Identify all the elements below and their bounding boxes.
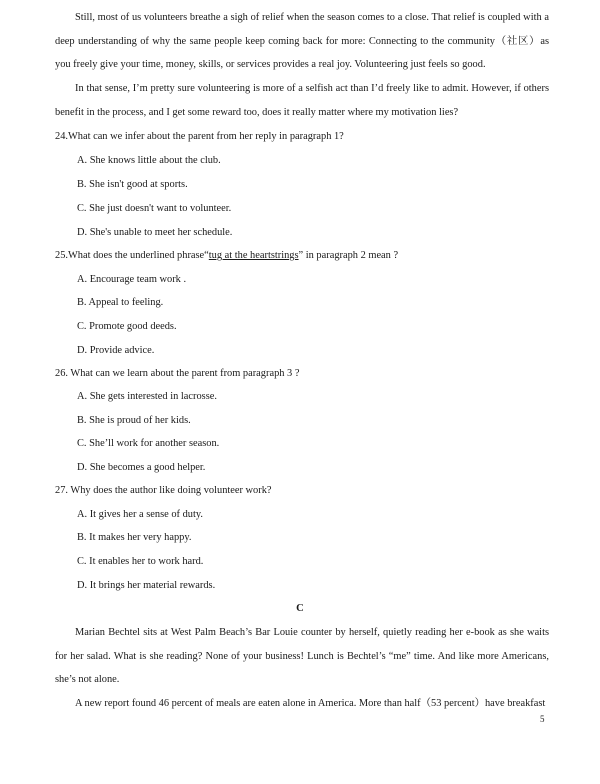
page-number: 5: [540, 714, 545, 724]
question-25-option-b: B. Appeal to feeling.: [77, 297, 164, 308]
section-c-paragraph-2: A new report found 46 percent of meals are eaten alone in America. More than half（53 percent）have breakfast: [75, 698, 546, 709]
question-26-option-c: C. She’ll work for another season.: [77, 438, 220, 449]
question-25-option-a: A. Encourage team work .: [77, 274, 187, 285]
underlined-phrase: tug at the heartstrings: [208, 250, 299, 261]
question-26-stem: 26. What can we learn about the parent from paragraph 3 ?: [55, 368, 300, 379]
question-24-option-a: A. She knows little about the club.: [77, 155, 221, 166]
question-26-option-a: A. She gets interested in lacrosse.: [77, 391, 217, 402]
question-26-option-d: D. She becomes a good helper.: [77, 462, 206, 473]
question-27-stem: 27. Why does the author like doing volunteer work?: [55, 485, 272, 496]
section-c-heading: C: [296, 603, 304, 614]
question-27-option-c: C. It enables her to work hard.: [77, 556, 204, 567]
question-27-option-a: A. It gives her a sense of duty.: [77, 509, 204, 520]
question-25-option-c: C. Promote good deeds.: [77, 321, 177, 332]
question-27-option-d: D. It brings her material rewards.: [77, 580, 216, 591]
question-24-option-b: B. She isn't good at sports.: [77, 179, 188, 190]
section-c-paragraph-1: Marian Bechtel sits at West Palm Beach’s Bar Louie counter by herself, quietly reading her e-book as she waits for her salad. What is she reading? None of your business! Lunch is Bechtel’s “me” time. And like more Americans, she’s not alone.: [55, 627, 549, 685]
question-25-stem: [55, 250, 398, 261]
passage-b-paragraph-2: In that sense, I’m pretty sure volunteering is more of a selfish act than I’d freely like to admit. However, if others benefit in the process, and I get some reward too, does it really matter where my motivation lies?: [55, 83, 549, 118]
question-24-option-c: C. She just doesn't want to volunteer.: [77, 203, 232, 214]
question-25-stem-after: ” in paragraph 2 mean ?: [298, 250, 399, 261]
question-25-stem-before: 25.What does the underlined phrase“: [55, 250, 209, 261]
passage-b-paragraph-1: Still, most of us volunteers breathe a sigh of relief when the season comes to a close. That relief is coupled with a deep understanding of why the same people keep coming back for more: Connecting to the community（社区）as you freely give your time, money, skills, or services provides a real joy. Volunteering just feels so good.: [55, 12, 549, 70]
question-27-option-b: B. It makes her very happy.: [77, 532, 192, 543]
question-24-option-d: D. She's unable to meet her schedule.: [77, 227, 233, 238]
question-24-stem: 24.What can we infer about the parent from her reply in paragraph 1?: [55, 131, 344, 142]
question-26-option-b: B. She is proud of her kids.: [77, 415, 191, 426]
question-25-option-d: D. Provide advice.: [77, 345, 155, 356]
